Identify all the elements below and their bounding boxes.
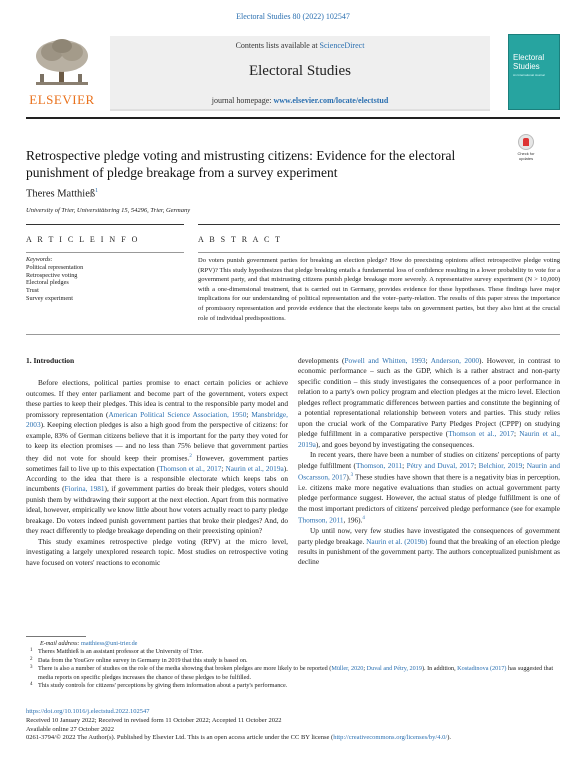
body-divider xyxy=(26,334,560,335)
citation-link[interactable]: Kostadinova (2017) xyxy=(457,665,507,673)
text-run: ). xyxy=(346,472,351,482)
author-name[interactable]: Theres Matthieß xyxy=(26,188,96,200)
text-run: ; xyxy=(522,460,527,470)
text-run: ; xyxy=(474,460,479,470)
contents-prefix: Contents lists available at xyxy=(235,41,320,50)
footnote-item xyxy=(26,657,560,665)
check-for-updates-button[interactable] xyxy=(515,134,537,164)
paragraph xyxy=(298,526,560,568)
text-run: ; xyxy=(402,460,407,470)
abstract-rule xyxy=(198,224,560,225)
text-run: ), if government parties do break their pledges, voters should punish them by withdrawing their support at the next election. Apart from this normative ideal, however, empirically we know little about how voters actually react to party pledge breakage. Do voters indeed punish government parties that broke their pledges? And, do they react differently to pledge breakage depending on their preexisting opinion? xyxy=(26,484,288,536)
sciencedirect-link[interactable]: ScienceDirect xyxy=(319,41,365,50)
citation-link[interactable]: Thomson et al., 2017 xyxy=(159,463,222,473)
text-run: ). Keeping election pledges is also a high good from the perspective of citizens: for example, 83% of German citizens believe that it is important for the party they voted for to keep its election promises — and no less than 75% believe that government parties they did not vote for should keep their promises. xyxy=(26,420,288,463)
citation-link[interactable]: Naurin et al., 2019a xyxy=(225,463,284,473)
text-run: ). However, in contrast to economic performance – such as the GDP, which is a rather abstract and non-party specific condition – this study investigates the consequences of a poor performance in relation to a party's own policy program and election pledges at the micro level. Election pledges reflect programmatic differences between parties and constitute the beginning of a potential representational relationship between voters and parties. This study relies upon the crucial work of the Comparative Party Pledges Project (CPPP) on studying pledge fulfillment in a comparative perspective ( xyxy=(298,356,560,439)
homepage-line xyxy=(110,96,490,105)
license-link[interactable]: http://creativecommons.org/licenses/by/4.0/ xyxy=(333,734,448,742)
keyword-item: Political representation xyxy=(26,263,84,271)
footnote-ref[interactable]: 3 xyxy=(350,472,354,478)
text-run: In recent years, there have been a number of studies on citizens' perceptions of party pledge fulfillment ( xyxy=(298,450,560,470)
abstract-subrule xyxy=(198,252,560,253)
citation-link[interactable]: Naurin et al., 2019a xyxy=(298,429,560,449)
keywords xyxy=(26,256,184,303)
footnote-number: 3 xyxy=(30,665,33,671)
received-dates: Received 10 January 2022; Received in revised form 11 October 2022; Accepted 11 October 2022 xyxy=(26,716,282,724)
text-run: ; xyxy=(514,429,520,439)
article-info-rule xyxy=(26,224,184,225)
footnote-number: 2 xyxy=(30,656,33,662)
keyword-item: Trust xyxy=(26,287,39,295)
article-info-heading: A R T I C L E I N F O xyxy=(26,235,140,244)
article-info-subrule xyxy=(26,252,184,253)
text-run: Up until now, very few studies have investigated the consequences of government party pledge breakage. xyxy=(298,526,560,546)
footnote-list xyxy=(26,648,560,690)
check-updates-icon xyxy=(518,134,534,150)
cover-subtitle: An International Journal xyxy=(513,73,545,77)
text-run: ; xyxy=(221,463,226,473)
citation-link[interactable]: Thomson et al., 2017 xyxy=(448,429,515,439)
footnotes xyxy=(26,640,560,690)
license-prefix: 0261-3794/© 2022 The Author(s). Published by Elsevier Ltd. This is an open access article under the CC BY license ( xyxy=(26,734,334,742)
corresponding-email xyxy=(26,640,560,648)
body-column-left xyxy=(26,356,288,568)
cover-title: Electoral Studies xyxy=(513,53,545,71)
text-run: Data from the YouGov online survey in Germany in 2019 that this study is based on. xyxy=(38,656,248,664)
footnote-item xyxy=(26,665,560,682)
article-title: Retrospective pledge voting and mistrusting citizens: Evidence for the electoral punishment of pledge breakage from a survey experiment xyxy=(26,148,456,180)
masthead-divider xyxy=(26,117,560,119)
text-run: has suggested that media reports on specific pledges increases the chance of these pledges to be fulfilled. xyxy=(38,665,554,681)
footnote-rule xyxy=(26,636,86,637)
citation-link[interactable]: American Political Science Association, 1950 xyxy=(108,409,247,419)
text-run: developments ( xyxy=(298,356,345,365)
body-column-right xyxy=(298,356,560,568)
masthead xyxy=(26,36,496,111)
citation-link[interactable]: Powell and Whitten, 1993 xyxy=(344,356,426,365)
elsevier-logo xyxy=(26,36,98,111)
citation-link[interactable]: Mansbridge, 2003 xyxy=(26,409,288,430)
text-run: ). According to the idea that there is a responsible electorate which keeps tabs on incumbents ( xyxy=(26,463,288,494)
online-date: Available online 27 October 2022 xyxy=(26,725,114,733)
masthead-banner xyxy=(110,36,490,111)
elsevier-tree-icon xyxy=(32,38,92,88)
text-run: ). In addition, xyxy=(421,665,458,673)
keyword-item: Electoral pledges xyxy=(26,279,69,287)
journal-title: Electoral Studies xyxy=(248,63,352,79)
publisher-name: ELSEVIER xyxy=(29,92,95,107)
check-updates-label: Check for updates xyxy=(517,151,535,161)
contents-line xyxy=(110,41,490,50)
homepage-prefix: journal homepage: xyxy=(211,96,274,105)
abstract-heading: A B S T R A C T xyxy=(198,235,283,244)
citation-link[interactable]: Naurin et al. (2019b) xyxy=(366,536,428,546)
text-run: ; xyxy=(425,356,431,365)
text-run: found that the breaking of an election pledge results in punishment of the government party. The authors conceptualized punishment as decline xyxy=(298,536,561,567)
text-run: ; xyxy=(363,665,367,673)
paragraph xyxy=(298,356,560,450)
keyword-item: Retrospective voting xyxy=(26,271,78,279)
email-label: E-mail address: xyxy=(40,640,82,647)
text-run: These studies have shown that there is a negativity bias in perception, i.e. citizens make more negative evaluations than studies on actual government party pledge performance suggest. However, the actual status of pledge fulfillment is one of the most important predictors of citizens' perceived pledge performance (see for example xyxy=(298,472,560,513)
keyword-item: Survey experiment xyxy=(26,294,73,302)
text-run: , 196). xyxy=(343,515,363,525)
affiliation: University of Trier, Universitätsring 15, 54296, Trier, Germany xyxy=(26,207,191,214)
footnote-item xyxy=(26,682,560,690)
footnote-number: 4 xyxy=(30,682,33,688)
citation-link[interactable]: Müller, 2020 xyxy=(331,665,364,673)
author[interactable] xyxy=(26,188,98,200)
citation-link[interactable]: Pétry and Duval, 2017 xyxy=(406,460,475,470)
text-run: Theres Matthieß is an assistant professor at the University of Trier. xyxy=(38,648,204,656)
citation-link[interactable]: Thomson, 2011 xyxy=(355,460,403,470)
citation-link[interactable]: Anderson, 2000 xyxy=(430,356,480,365)
footnote-ref[interactable]: 4 xyxy=(362,516,365,522)
text-run: This study controls for citizens' perceptions by giving them information about a party's performance. xyxy=(38,682,288,690)
footnote-number: 1 xyxy=(30,648,33,654)
section-title: 1. Introduction xyxy=(26,356,75,365)
license-suffix: ). xyxy=(447,734,451,742)
footnote-item xyxy=(26,648,560,656)
citation-link[interactable]: Belchior, 2019 xyxy=(478,460,523,470)
journal-reference[interactable]: Electoral Studies 80 (2022) 102547 xyxy=(236,12,350,21)
abstract-text: Do voters punish government parties for breaking an election pledge? How do preexisting opinions affect retrospective pledge voting (RPV)? This study hypothesizes that pledge breaking entails a fundamental loss of confidence resulting in a lower probability to vote for a government party, and that mistrusting citizens punish pledge breakage more severely. A representative survey experiment (N > 10,000) with a one-dimensional treatment, that is carried out in Germany, provides evidence for these hypotheses. These findings have major implications for our understanding of political representation and the voter–party-relation. The results of this paper stress the importance of promissory representation and provide evidence that the electorate keeps tabs on government parties, but they also hint at the crucial role of individual predispositions. xyxy=(198,257,560,322)
license-line xyxy=(26,734,560,743)
text-run: Before elections, political parties promise to enact certain policies or achieve outcomes. If they enter parliament and become part of the government, voters expect these parties to keep their pledges. This idea is central to the responsible party model and promissory representation ( xyxy=(26,378,288,419)
text-run: There is also a number of studies on the role of the media showing that broken pledges are more likely to be reported ( xyxy=(38,665,332,673)
keywords-label: Keywords: xyxy=(26,256,53,263)
article-meta xyxy=(26,708,560,743)
paragraph: This study examines retrospective pledge voting (RPV) at the micro level, investigating a largely unexplored research topic. Most studies on retrospective voting have focused on voters' reactions to economic xyxy=(26,536,288,567)
citation-link[interactable]: Naurin and Oscarsson, 2017 xyxy=(298,460,560,482)
text-run: ), and goes beyond by investigating the consequences. xyxy=(315,439,475,449)
journal-cover[interactable] xyxy=(508,34,560,110)
text-run: However, government parties sometimes fail to live up to this expectation ( xyxy=(26,453,289,473)
paragraph xyxy=(26,378,288,536)
citation-link[interactable]: Duval and Pétry, 2019 xyxy=(366,665,422,673)
homepage-link[interactable]: www.elsevier.com/locate/electstud xyxy=(273,96,389,105)
author-footnote-mark[interactable]: 1 xyxy=(95,188,99,194)
citation-link[interactable]: Fiorina, 1981 xyxy=(64,484,105,494)
paragraph xyxy=(298,450,560,526)
text-run: ; xyxy=(246,409,252,419)
citation-link[interactable]: Thomson, 2011 xyxy=(298,515,344,525)
email-link[interactable]: matthiess@uni-trier.de xyxy=(81,640,138,647)
doi-link[interactable]: https://doi.org/10.1016/j.electstud.2022.102547 xyxy=(26,708,150,715)
footnote-ref[interactable]: 2 xyxy=(189,453,192,459)
